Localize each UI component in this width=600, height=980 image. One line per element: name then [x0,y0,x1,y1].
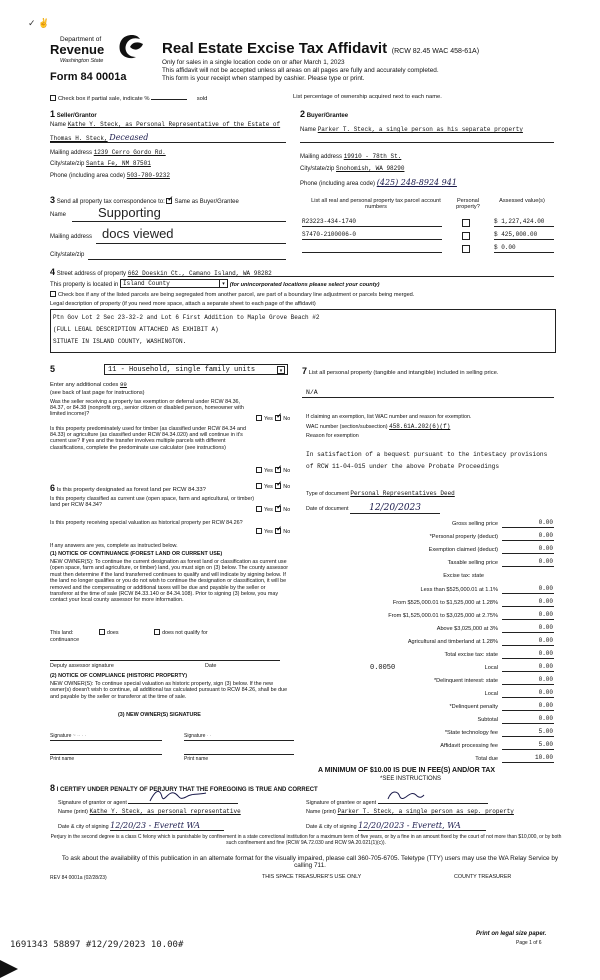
segregated-row: Check box if any of the listed parcels are being segregated from another parcel, are part of a boundary line adjustment or parcels being merged. [50,291,414,298]
wac-row: WAC number (section/subsection) 458.61A.202(6)(f) [306,423,451,430]
tax-row: Local 0.00 [484,689,553,697]
grantor-name[interactable]: Kathe Y. Steck, as personal representative [89,808,241,815]
parcel-header-numbers: List all real and personal property tax parcel account numbers [311,198,441,211]
assessed-value[interactable]: $ 1,227,424.00 [494,219,554,227]
new-owner-signature-title: (3) NEW OWNER(S) SIGNATURE [118,712,201,718]
parcel-row-2 [302,232,554,242]
parcel-header-assessed: Assessed value(s) [499,198,545,204]
seller-name-line1[interactable]: Kathe Y. Steck, as Personal Representative of the Estate of [67,121,281,128]
dor-logo [48,32,158,70]
buyer-name[interactable]: Parker T. Steck, a single person as his separate property [317,126,523,133]
doc-type-row: Type of document Personal Representatives Deed [306,490,455,497]
tax-row: 0.0050 Local 0.00 [370,663,553,672]
grantor-date-row: Date & city of signing 12/20/23 - Everett WA [58,821,224,831]
timber-question: Is this property predominately used for timber (as classified under RCW 84.34 and 84.33) or agriculture (as classified under RCW 84.34.020) and will continue in it's current use? If yes and the transfer involves multiple parcels with different classifications, complete the predominate use calculator (see instructions) [50,426,246,451]
timber-yes-checkbox[interactable] [256,467,262,473]
grantee-signature-mark [386,787,426,805]
forest-yes-checkbox[interactable] [256,483,262,489]
ownership-note: List percentage of ownership acquired next to each name. [293,94,442,100]
grantor-date[interactable]: 12/20/23 - Everett WA [110,821,224,831]
certify-line: 8 I CERTIFY UNDER PENALTY OF PERJURY THAT THE FOREGOING IS TRUE AND CORRECT [50,783,318,793]
parcel-header-personal: Personal property? [456,198,480,211]
header-notice-2: This affidavit will not be accepted unless all areas on all pages are fully and accurately completed. [162,67,439,74]
tax-row: Taxable selling price 0.00 [447,558,553,566]
legal-paper-note: Print on legal size paper. [476,931,547,937]
header-notice-1: Only for sales in a single location code on or after March 1, 2023 [162,59,345,66]
notice-continuance-title: (1) NOTICE OF CONTINUANCE (FOREST LAND OR CURRENT USE) [50,551,223,557]
legal-line-3: SITUATE IN ISLAND COUNTY, WASHINGTON. [53,338,187,345]
tax-row: From $1,525,000.01 to $3,025,000 at 2.75% 0.00 [388,611,553,619]
dropdown-arrow-icon: ▾ [277,366,285,374]
exemption-wac-label: If claiming an exemption, list WAC number and reason for exemption. [306,414,472,420]
continuance-label: continuance [50,637,80,643]
historical-no-checkbox[interactable] [275,528,281,534]
reason-value[interactable]: In satisfaction of a bequest pursuant to the intestacy provisions of RCW 11-04-015 under the above Probate Proceedings [306,451,548,470]
seller-phone-row: Phone (including area code) 503-780-9232 [50,172,170,179]
correspondence-heading: 3 Send all property tax correspondence to: ✓ Same as Buyer/Grantee [50,195,239,206]
see-instructions-note: *SEE INSTRUCTIONS [380,776,442,782]
buyer-city[interactable]: Snohomish, WA 98290 [336,165,405,172]
grantor-signature-mark [148,787,208,805]
correspondence-address-overlay: docs viewed [102,226,174,241]
forest-no-checkbox[interactable] [275,483,281,489]
deputy-date-label: Date [205,663,217,669]
additional-codes-row: Enter any additional codes 99 [50,381,127,388]
tax-row: Less than $525,000.01 at 1.1% 0.00 [420,585,553,593]
assessed-value[interactable]: $ 425,000.00 [494,232,554,240]
form-number: Form 84 0001a [50,71,127,83]
header-notice-3: This form is your receipt when stamped by cashier. Please type or print. [162,75,365,82]
owner-print-name-1: Print name [50,756,75,762]
land-does-not-checkbox[interactable] [154,629,160,635]
tax-row: *State technology fee 5.00 [444,728,553,736]
grantor-signature[interactable] [128,797,238,804]
correspondence-city-row: City/state/zip [50,252,85,258]
this-land-row: This land: does does not qualify for [50,630,208,636]
legal-line-1: Ptn Gov Lot 2 Sec 23-32-2 and Lot 6 First Addition to Maple Grove Beach #2 [53,314,320,321]
grantee-date-row: Date & city of signing 12/20/2023 - Everett, WA [306,821,486,831]
dept-line1: Department of [60,36,102,43]
section7-label: 7 List all personal property (tangible and intangible) included in selling price. [302,366,499,376]
section5-number: 5 [50,364,56,374]
owner-signature-1: Signature ~ ·· · · [50,734,162,741]
dept-line2: Revenue [50,42,105,57]
legal-line-2: (FULL LEGAL DESCRIPTION ATTACHED AS EXHIBIT A) [53,326,219,333]
legal-description-box[interactable] [50,309,556,353]
partial-sale-row [50,94,207,103]
seller-city-row: City/state/zip Santa Fe, NM 87501 [50,160,151,167]
property-street[interactable]: 662 Doeskin Ct., Camano Island, WA 98282 [127,270,272,277]
accessibility-notice: To ask about the availability of this publication in an alternate format for the visually impaired, please call 360-705-6705. Teletype (TTY) users may use the WA Relay Service by calling 711. [61,855,559,870]
document-type[interactable]: Personal Representatives Deed [350,490,455,497]
unincorporated-note: (for unincorporated locations please select your county) [229,282,380,288]
parcel-number[interactable]: S7470-2100006-0 [302,232,442,240]
buyer-name-row: Name Parker T. Steck, a single person as his separate property [300,126,523,133]
partial-sale-checkbox[interactable] [50,95,56,101]
parcel-row-1 [302,219,554,229]
tax-row: Gross selling price 0.00 [451,519,553,527]
historical-yes-checkbox[interactable] [256,528,262,534]
buyer-address-row: Mailing address 19910 - 78th St. [300,153,402,160]
seller-city[interactable]: Santa Fe, NM 87501 [86,160,151,167]
buyer-heading: 2 Buyer/Grantee [300,109,349,119]
correspondence-name-row: Name Supporting [50,205,161,220]
same-as-buyer-checkbox[interactable] [166,198,172,204]
personal-property-checkbox[interactable] [462,232,470,240]
correspondence-address-row: Mailing address docs viewed [50,226,174,241]
seller-deceased-handwritten: Deceased [109,133,149,142]
grantee-signature-row: Signature of grantee or agent [306,797,488,806]
reason-label: Reason for exemption [306,433,359,439]
form-title [162,40,479,57]
seller-heading: 1 Seller/Grantor [50,109,97,119]
scan-marks: ✓ ✌ [28,18,50,28]
notice-continuance-body: NEW OWNER(S): To continue the current designation as forest land or classification as current use (open space, farm and agriculture, or timber) land, you must sign on (3) below. The county assessor must then determine if the land transferred continues to qualify and will indicate by signing below. If the land no longer qualifies or you do not wish to continue the designation or classification, it will be removed and the compensating or additional taxes will be due and payable by the seller or transferor at the time of sale (RCW 84.33.140 or 84.34.108). Prior to signing (3) below, you may contact your local county assessor for more information. [50,559,289,604]
legal-label: Legal description of property (if you need more space, attach a separate sheet to each page of the affidavit) [50,301,316,307]
parcel-number[interactable]: R23223-434-1740 [302,219,442,227]
correspondence-name-overlay: Supporting [98,205,161,220]
grantee-name[interactable]: Parker T. Steck, a single person as sep. property [337,808,514,815]
use-code-select[interactable]: 11 - Household, single family units ▾ [104,364,288,375]
segregated-checkbox[interactable] [50,291,56,297]
seller-address-row: Mailing address 1239 Cerro Gordo Rd. [50,149,166,156]
parcel-number[interactable] [302,245,442,253]
current-use-yes-checkbox[interactable] [256,506,262,512]
current-use-no-checkbox[interactable] [275,506,281,512]
parcel-row-3 [302,245,554,255]
grantee-signature[interactable] [378,797,488,804]
historical-question: Is this property receiving special valuation as historical property per RCW 84.26? [50,520,243,526]
assessed-value[interactable]: $ 0.00 [494,245,554,253]
sold-label: sold [196,96,208,102]
corner-triangle [0,960,18,978]
recording-stamp: 1691343 58897 #12/29/2023 10.00# [10,940,184,950]
additional-note: (see back of last page for instructions) [50,390,145,396]
wac-number[interactable]: 458.61A.202(6)(f) [389,423,451,430]
tax-row: Subtotal 0.00 [477,715,553,723]
personal-property-checkbox[interactable] [462,219,470,227]
buyer-city-row: City/state/zip Snohomish, WA 98290 [300,165,405,172]
tax-row: *Delinquent penalty 0.00 [449,702,553,710]
tax-row: Excise tax: state [443,572,484,579]
exemption-yesno: Yes ✓ No [256,415,290,422]
timber-yesno: Yes ✓ No [256,467,290,474]
dept-line3: Washington State [60,58,104,64]
perjury-notice: Perjury in the second degree is a class C felony which is punishable by confinement in a state correctional institution for a maximum term of five years, or by a fine in an amount fixed by the court of not more than $10,000, or by both such confinement and fine (RCW 9A.72.030 and RCW 9A.20.021(1)(c)). [50,834,562,846]
revision-label: REV 84 0001a (02/28/23) [50,875,107,881]
exemption-yes-checkbox[interactable] [256,415,262,421]
seller-phone[interactable]: 503-780-9232 [126,172,170,179]
located-row: This property is located in Island County ▾ (for unincorporated locations please select your county) [50,280,380,288]
grantor-signature-row: Signature of grantor or agent [58,797,238,806]
partial-sale-label: Check box if partial sale, indicate % [58,96,150,102]
grantee-name-row: Name (print) Parker T. Steck, a single person as sep. property [306,808,514,815]
land-does-checkbox[interactable] [99,629,105,635]
notice-compliance-body: NEW OWNER(S): To continue special valuation as historic property, sign (3) below. If the new owner(s) doesn't wish to continue, all additional tax calculated pursuant to RCW 84.26, shall be due and payable by the seller or transferor at the time of sale. [50,681,288,700]
timber-no-checkbox[interactable] [275,467,281,473]
forest-question: 6 Is this property designated as forest land per RCW 84.33? [50,483,206,493]
treasurer-only-label: THIS SPACE TREASURER'S USE ONLY [262,874,362,880]
partial-sale-input[interactable] [151,94,187,100]
personal-property-value[interactable]: N/A [306,389,318,396]
street-row: 4 Street address of property 662 Doeskin Ct., Camano Island, WA 98282 [50,267,272,277]
page-number: Page 1 of 6 [516,940,542,946]
tax-row: Agricultural and timberland at 1.28% 0.00 [407,637,553,645]
dropdown-arrow-icon: ▾ [219,280,227,288]
county-select[interactable]: Island County ▾ [120,279,228,288]
historical-yesno: Yes ✓ No [256,528,290,535]
owner-signature-2: Signature · · [184,734,294,741]
grantor-name-row: Name (print) Kathe Y. Steck, as personal representative [58,808,241,815]
buyer-address[interactable]: 19910 - 78th St. [343,153,402,160]
document-date[interactable]: 12/20/2023 [350,503,440,514]
owner-print-name-2: Print name [184,756,209,762]
tax-row: *Personal property (deduct) 0.00 [429,532,553,540]
seller-name-line2: Thomas H. Steck, Deceased [50,133,149,142]
doc-date-row: Date of document 12/20/2023 [306,503,440,514]
title-ref: (RCW 82.45 WAC 458-61A) [391,48,480,55]
tax-row: *Delinquent interest: state 0.00 [433,676,553,684]
seller-name-row: Name Kathe Y. Steck, as Personal Representative of the Estate of [50,121,281,128]
county-treasurer-label: COUNTY TREASURER [454,874,512,880]
tax-row: From $525,000.01 to $1,525,000 at 1.28% 0.00 [392,598,553,606]
minimum-due-note: A MINIMUM OF $10.00 IS DUE IN FEE(S) AND/OR TAX [318,767,496,774]
additional-codes[interactable]: 99 [119,381,127,388]
dor-swirl-icon [116,33,148,61]
local-rate: 0.0050 [370,663,396,672]
tax-row: Exemption claimed (deduct) 0.00 [428,545,553,553]
if-yes-note: If any answers are yes, complete as instructed below. [50,543,178,549]
tax-row: Above $3,025,000 at 3% 0.00 [436,624,553,632]
title-text: Real Estate Excise Tax Affidavit [162,40,388,57]
tax-row: Total due 10.00 [475,754,553,762]
buyer-phone-row: Phone (including area code) (425) 248-8924 941 [300,178,457,187]
exemption-no-checkbox[interactable] [275,415,281,421]
current-use-question: Is this property classified as current use (open space, farm and agricultural, or timber) land per RCW 84.34? [50,496,255,509]
notice-compliance-title: (2) NOTICE OF COMPLIANCE (HISTORIC PROPERTY) [50,673,188,679]
tax-row: Affidavit processing fee 5.00 [440,741,553,749]
grantee-date[interactable]: 12/20/2023 - Everett, WA [358,821,486,831]
seller-address[interactable]: 1239 Cerro Gordo Rd. [93,149,166,156]
forest-yesno: Yes ✓ No [256,483,290,490]
personal-property-checkbox[interactable] [462,245,470,253]
current-use-yesno: Yes ✓ No [256,506,290,513]
buyer-phone-handwritten[interactable]: (425) 248-8924 941 [376,178,457,187]
exemption-question: Was the seller receiving a property tax exemption or deferral under RCW 84.36, 84.37, or 84.38 (nonprofit org., senior citizen or disabled person, homeowner with limited income)? [50,399,244,418]
deputy-signature-label: Deputy assessor signature [50,663,114,669]
tax-row: Total excise tax: state 0.00 [444,650,553,658]
